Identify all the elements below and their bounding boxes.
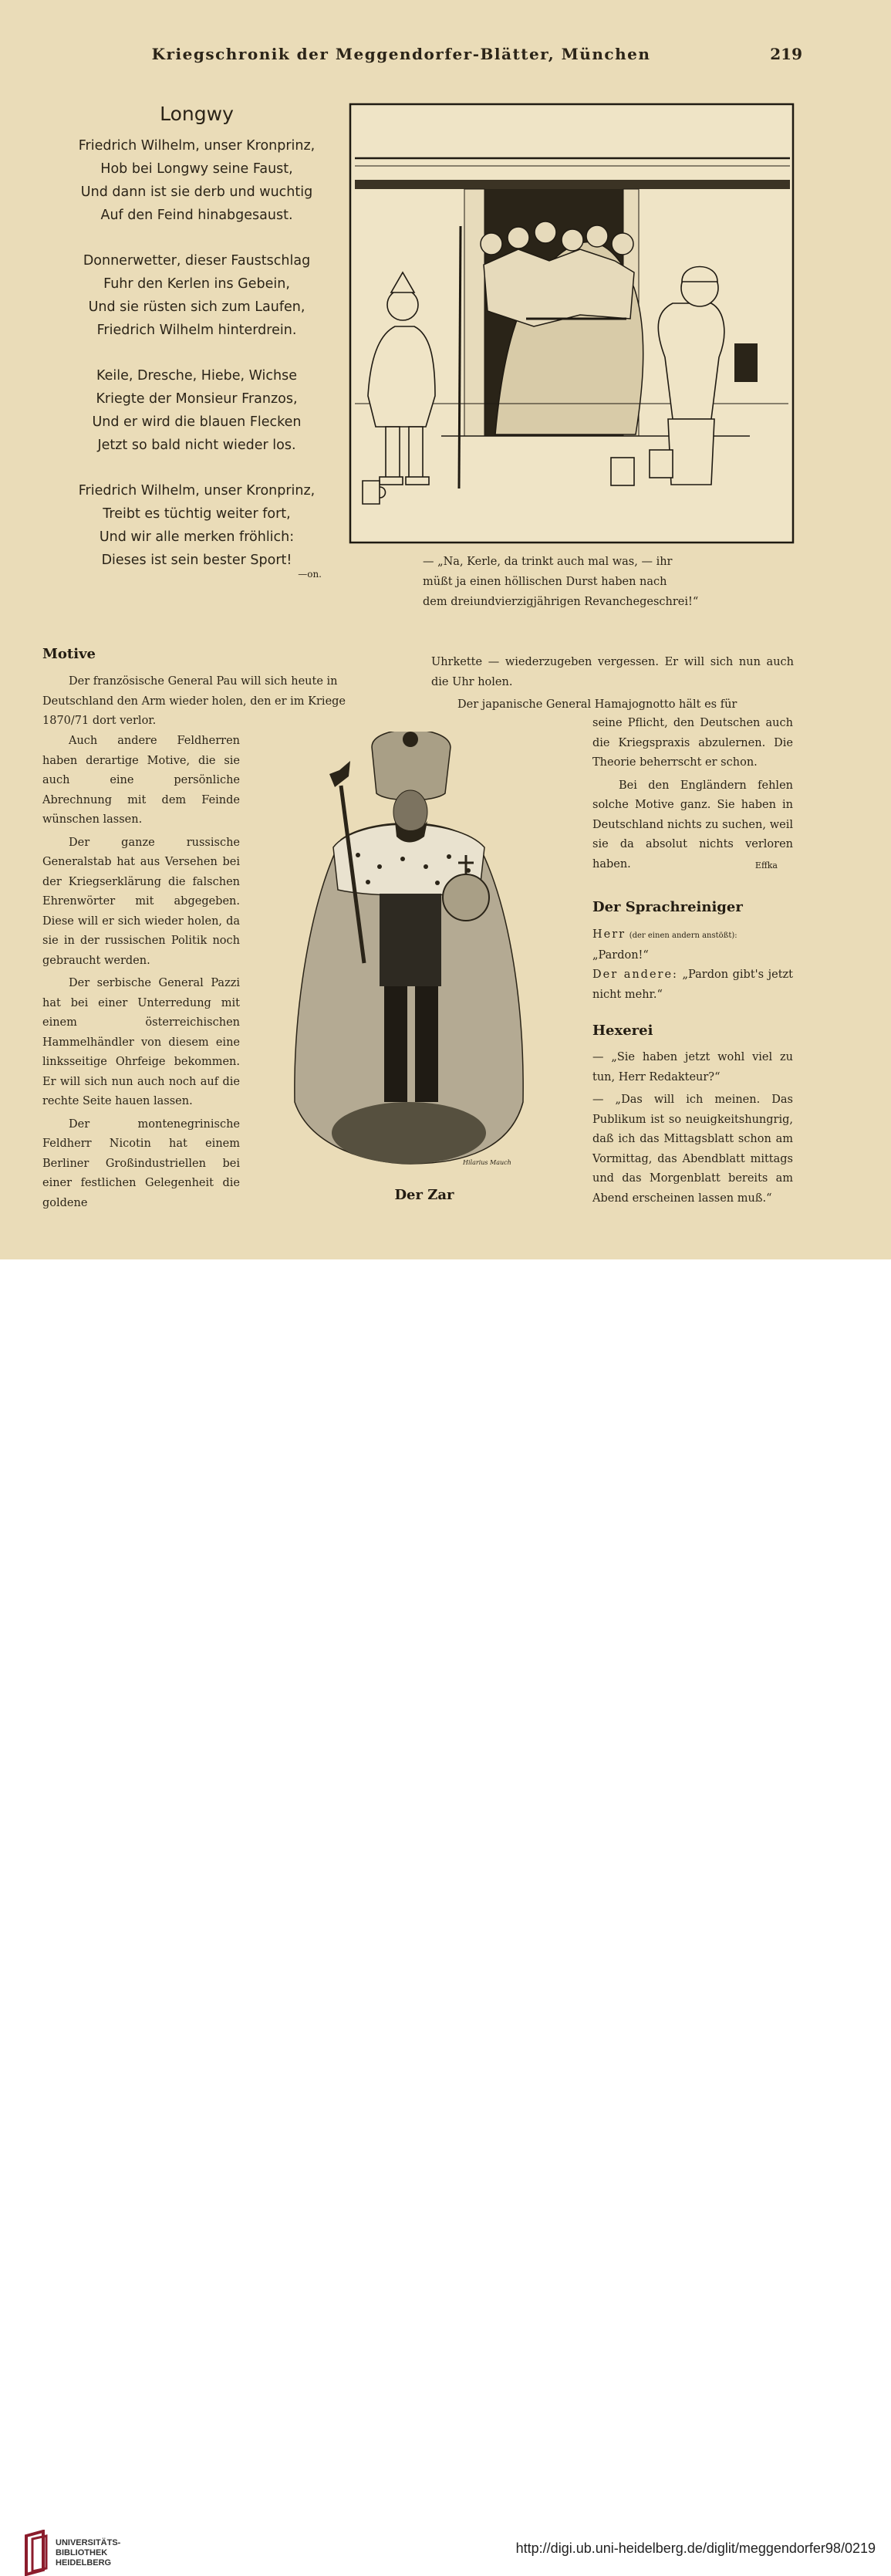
poem-signature: —on.: [298, 569, 322, 580]
tsar-illustration: [287, 732, 531, 1181]
scanned-page: [0, 0, 891, 1259]
poem-line: Treibt es tüchtig weiter fort,: [103, 506, 291, 522]
poem-line: Und er wird die blauen Flecken: [92, 414, 302, 430]
poem-line: Keile, Dresche, Hiebe, Wichse: [96, 368, 297, 384]
paragraph: Der serbische General Pazzi hat bei einer Unterredung mit einem österreichischen Hammelhändler von diesem eine linksseitige Ohrfeige bekommen. Er will sich nun auch noch auf die rechte Seite hauen lassen.: [42, 977, 240, 1107]
stage-note: (der einen andern anstößt):: [629, 931, 737, 940]
poem-line: Und dann ist sie derb und wuchtig: [80, 184, 313, 200]
hexerei-text: [592, 1048, 793, 1212]
text-line: Deutschland den Arm wieder holen, den er im Kriege: [42, 695, 346, 708]
paragraph: Der ganze russische Generalstab hat aus Versehen bei der Kriegserklärung die falschen Ehrenwörter mit abgegeben. Diese will er sich wieder holen, da sie in der russischen Politik noch gebraucht werden.: [42, 836, 240, 967]
dialogue-line: „Pardon!“: [592, 948, 649, 962]
caption-line: — „Na, Kerle, da trinkt auch mal was, — ihr: [423, 556, 673, 568]
speaker-herr: Herr: [592, 928, 626, 941]
artist-signature: Hilarius Mauch: [463, 1159, 511, 1166]
paragraph: Bei den Engländern fehlen solche Motive ganz. Sie haben in Deutschland nichts zu suchen, weil sie da absolut nichts verloren haben.: [592, 779, 793, 870]
poem-line: Und wir alle merken fröhlich:: [99, 529, 295, 545]
motive-full-width-text: [42, 672, 397, 732]
library-name-line: BIBLIOTHEK: [56, 2548, 108, 2557]
library-name-line: HEIDELBERG: [56, 2558, 112, 2568]
poem-longwy: [42, 103, 351, 580]
motive-right-top: [431, 653, 794, 715]
library-name-line: UNIVERSITÄTS-: [56, 2538, 121, 2547]
poem-line: Dieses ist sein bester Sport!: [101, 553, 292, 568]
poem-line: Kriegte der Monsieur Franzos,: [96, 391, 298, 407]
figure-caption: Der Zar: [394, 1187, 454, 1203]
paragraph: Uhrkette — wiederzugeben vergessen. Er will sich nun auch die Uhr holen.: [431, 656, 794, 688]
cartoon-caption: [423, 552, 722, 612]
caption-line: dem dreiundvierzigjährigen Revanchegeschrei!“: [423, 596, 699, 608]
text-line: Der japanische General Hamajognotto hält es für: [457, 698, 737, 711]
motive-heading: Motive: [42, 646, 96, 662]
digital-url-link[interactable]: http://digi.ub.uni-heidelberg.de/diglit/meggendorfer98/0219: [515, 2541, 876, 2556]
caption-line: müßt ja einen höllischen Durst haben nach: [423, 576, 667, 588]
sprachreiniger-text: [592, 925, 793, 1005]
text-line: 1870/71 dort verlor.: [42, 715, 157, 727]
paragraph: seine Pflicht, den Deutschen auch die Kriegspraxis abzulernen. Die Theorie beherrscht er schon.: [592, 717, 793, 769]
hexerei-heading: Hexerei: [592, 1023, 653, 1039]
dialogue-line: — „Das will ich meinen. Das Publikum ist so neuigkeitshungrig, daß ich das Mittagsblatt schon am Vormittag, das Abendblatt mittags und das Morgenblatt bereits am Abend erscheinen lassen muß.“: [592, 1094, 793, 1205]
poem-line: Friedrich Wilhelm, unser Kronprinz,: [78, 138, 316, 154]
poem-line: Jetzt so bald nicht wieder los.: [97, 438, 296, 453]
text-line: Der französische General Pau will sich heute in: [69, 675, 338, 688]
running-header: Kriegschronik der Meggendorfer-Blätter, München: [151, 45, 651, 63]
motive-left-column: [42, 732, 240, 1216]
poem-line: Und sie rüsten sich zum Laufen,: [88, 299, 305, 315]
speaker-der-andere: Der andere:: [592, 969, 678, 981]
cartoon-illustration: [349, 103, 795, 544]
poem-title: Longwy: [160, 103, 234, 125]
library-name: [56, 2538, 120, 2568]
paragraph: Der montenegrinische Feldherr Nicotin hat einem Berliner Großindustriellen bei einer festlichen Gelegenheit die goldene: [42, 1117, 240, 1209]
poem-line: Friedrich Wilhelm hinterdrein.: [96, 323, 297, 338]
poem-line: Fuhr den Kerlen ins Gebein,: [103, 276, 290, 292]
author-signature: Effka: [754, 860, 778, 870]
poem-line: Donnerwetter, dieser Faustschlag: [83, 253, 311, 269]
library-footer: [0, 1259, 891, 2568]
dialogue-line: — „Sie haben jetzt wohl viel zu tun, Herr Redakteur?“: [592, 1051, 793, 1083]
library-logo-icon: [23, 2530, 51, 2576]
dialogue-line: „Pardon gibt's jetzt nicht mehr.“: [592, 969, 794, 1001]
poem-line: Friedrich Wilhelm, unser Kronprinz,: [78, 483, 316, 499]
poem-line: Hob bei Longwy seine Faust,: [100, 161, 293, 177]
motive-right-column: [592, 714, 793, 876]
poem-line: Auf den Feind hinabgesaust.: [100, 208, 293, 223]
paragraph: Auch andere Feldherren haben derartige Motive, die sie auch eine persönliche Abrechnung mit dem Feinde wünschen lassen.: [42, 735, 240, 826]
page-number: 219: [770, 45, 802, 63]
sprachreiniger-heading: Der Sprachreiniger: [592, 899, 743, 915]
